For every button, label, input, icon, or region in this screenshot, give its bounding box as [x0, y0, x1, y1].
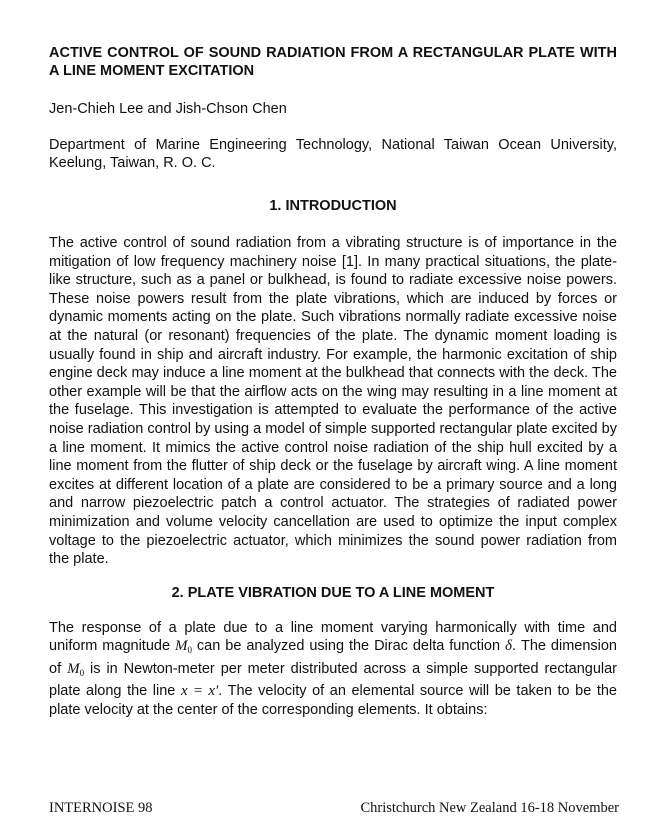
moment-letter: M: [67, 660, 80, 677]
moment-subscript: 0: [187, 645, 192, 656]
paragraph-text: can be analyzed using the Dirac delta function: [191, 638, 505, 655]
paper-page: [49, 44, 617, 720]
moment-letter: M: [174, 638, 188, 655]
moment-symbol: [175, 638, 192, 654]
page-footer: [49, 800, 619, 817]
author-list: Jen-Chieh Lee and Jish-Chson Chen: [49, 101, 287, 117]
affiliation: Department of Marine Engineering Technology, National Taiwan Ocean University, Keelung, Taiwan, R. O. C.: [49, 137, 617, 171]
paragraph-text: The response of a plate due to a line moment varying harmonically with time and uniform magnitude: [49, 619, 617, 655]
footer-conference: INTERNOISE 98: [49, 800, 153, 816]
introduction-paragraph: The active control of sound radiation from a vibrating structure is of importance in the mitigation of low frequency machinery noise [1]. In many practical situations, the plate-like structure, such as a panel or bulkhead, is found to radiate excessive noise powers. These noise powers result from the plate vibrations, which are induced by forces or dynamic moments acting on the plate. Such vibrations normally radiate excessive noise at the natural (or resonant) frequencies of the plate. The dynamic moment loading is usually found in ship and aircraft industry. For example, the harmonic excitation of ship engine deck may induce a line moment at the bulkhead that connects with the deck. The other example will be that the airflow acts on the wing may resulting in a line moment at the fuselage. This investigation is attempted to evaluate the performance of the active noise radiation control by using a model of simple supported rectangular plate excited by a line moment. It mimics the active control noise radiation of the ship hull excited by a line moment from the flutter of ship deck or the fuselage by aircraft wing. A line moment excites at different location of a plate are considered to be a primary source and a long and narrow piezoelectric patch a control actuator. The strategies of radiated power minimization and volume velocity cancellation are used to optimize the input complex voltage to the piezoelectric actuator, which minimizes the sound power radiation from the plate.: [49, 235, 617, 568]
section-heading-plate-vibration: 2. PLATE VIBRATION DUE TO A LINE MOMENT: [171, 584, 495, 601]
plate-vibration-paragraph: [49, 619, 617, 720]
paragraph-text: . The dimension of: [49, 638, 617, 677]
section-heading-introduction: 1. INTRODUCTION: [269, 198, 397, 214]
paper-title: ACTIVE CONTROL OF SOUND RADIATION FROM A RECTANGULAR PLATE WITH A LINE MOMENT EXCITATION: [49, 45, 617, 79]
paragraph-text: . The velocity of an elemental source will be taken to be the plate velocity at the center of the corresponding elements. It obtains:: [49, 683, 617, 719]
moment-subscript: 0: [79, 667, 85, 678]
line-equation: x = x′: [180, 683, 219, 700]
delta-symbol: δ: [505, 638, 512, 655]
moment-symbol: [67, 661, 84, 677]
paragraph-text: is in Newton-meter per meter distributed across a simple supported rectangular plate along the line: [49, 660, 618, 700]
footer-location-date: Christchurch New Zealand 16-18 November: [360, 800, 619, 816]
